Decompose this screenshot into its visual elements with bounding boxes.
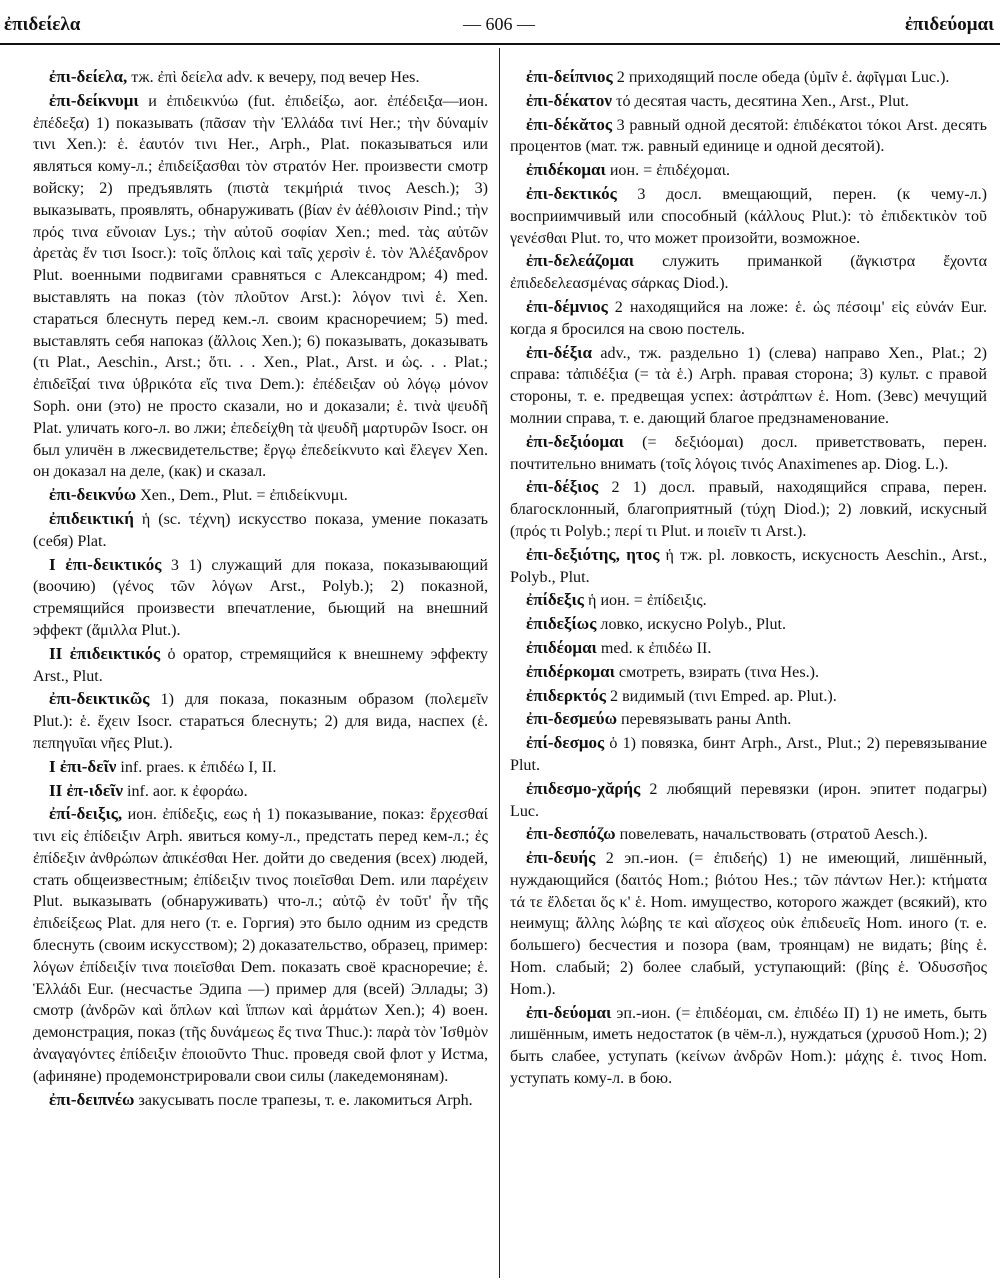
dictionary-entry bbox=[33, 688, 488, 754]
entry-headword: ἐπι-δεικνύω bbox=[49, 485, 137, 505]
entry-headword: ἐπι-δεξιόομαι bbox=[526, 431, 624, 451]
entry-definition: тж. ἐπὶ δείελα adv. к вечеру, под вечер Hes. bbox=[131, 69, 420, 86]
entry-definition: 2 находящийся на ложе: ἑ. ὡς πέσοιμ' εἰς εὐνάν Eur. когда я бросился на свою постель. bbox=[510, 298, 987, 338]
entry-headword: ἐπί-δειξις, bbox=[49, 804, 123, 824]
dictionary-entry bbox=[510, 544, 987, 589]
entry-headword: ἐπι-δεύομαι bbox=[526, 1002, 612, 1022]
header-rule bbox=[0, 43, 1000, 45]
entry-definition: ὁ оратор, стремящийся к внешнему эффекту Arst., Plut. bbox=[33, 645, 488, 685]
entry-headword: ἐπιδεικτική bbox=[49, 508, 134, 528]
dictionary-entry bbox=[510, 613, 987, 636]
entry-definition: inf. praes. к ἐπιδέω I, II. bbox=[120, 758, 277, 776]
entry-definition: τό десятая часть, десятина Xen., Arst., Plut. bbox=[616, 92, 909, 110]
entry-headword: ἐπι-δευής bbox=[526, 848, 596, 868]
entry-headword: ἐπι-δέξια bbox=[526, 342, 592, 362]
dictionary-entry bbox=[510, 183, 987, 249]
entry-headword: ἐπι-δεσπόζω bbox=[526, 824, 616, 844]
entry-headword: ἐπι-δείκνυμι bbox=[49, 90, 139, 110]
right-column bbox=[510, 66, 987, 1091]
entry-headword: II ἐπιδεικτικός bbox=[49, 643, 161, 663]
entry-definition: 2 приходящий после обеда (ὑμῖν ἑ. ἀφῖγμαι Luc.). bbox=[616, 69, 950, 86]
entry-headword: ἐπιδέκομαι bbox=[526, 160, 606, 180]
dictionary-entry bbox=[510, 431, 987, 476]
entry-definition: ὁ 1) повязка, бинт Arph., Arst., Plut.; 2) перевязывание Plut. bbox=[510, 735, 987, 774]
running-header bbox=[4, 10, 994, 40]
dictionary-entry bbox=[33, 66, 488, 89]
entry-definition: adv., тж. раздельно 1) (слева) направо Xen., Plat.; 2) справа: τἀπιδέξια (= τὰ ἑ.) Arph. правая сторона; 3) культ. с правой стороны, т. е. предвещая успех: ἀστράπτων ἑ. Hom. (Зевс) мечущий молнии справа, т. е. дающий благое предзнаменование. bbox=[510, 344, 987, 427]
dictionary-entry bbox=[510, 296, 987, 341]
dictionary-entry bbox=[510, 589, 987, 612]
entry-definition: 2 эп.-ион. (= ἐπιδεής) 1) не имеющий, лишённый, нуждающийся (δαιτός Hom.; βιότου Hes.; τῶν πάντων Her.): κτήματα τά τε ἔλδεται ὅς κ' ἑ. Hom. имущество, которого жаждет (всякий), кто неимущ; ἄλλης λώβης τε καὶ αἴσχεος οὐκ ἐπιδευεῖς Hom. иного (т. е. большего) бесчестия и позора (вам, троянцам) не видать; βίης ἑ. Hom. слабый; 2) более слабый, уступающий: (βίης ἑ. Ὀδυσσῆος Hom.). bbox=[510, 850, 987, 998]
column-divider bbox=[499, 48, 500, 1278]
entry-headword: ἐπι-δέκᾰτος bbox=[526, 114, 613, 134]
entry-definition: 2 любящий перевязки (ирон. эпитет подагры) Luc. bbox=[510, 780, 987, 820]
entry-definition: ловко, искусно Polyb., Plut. bbox=[600, 616, 787, 634]
entry-definition: 3 равный одной десятой: ἐπιδέκατοι τόκοι Arst. десять процентов (мат. тж. равный единице и одной десятой). bbox=[510, 116, 987, 156]
dictionary-entry bbox=[33, 484, 488, 507]
dictionary-entry bbox=[510, 637, 987, 660]
dictionary-entry bbox=[510, 66, 987, 89]
entry-headword: ἐπι-δέξιος bbox=[526, 477, 599, 497]
entry-headword: ἐπι-δειπνέω bbox=[49, 1089, 135, 1109]
entry-headword: ἐπι-δεκτικός bbox=[526, 183, 617, 203]
entry-definition: ἡ ион. = ἐπίδειξις. bbox=[588, 592, 707, 610]
dictionary-entry bbox=[510, 661, 987, 684]
entry-headword: I ἐπι-δεικτικός bbox=[49, 554, 162, 574]
entry-definition: ἡ (sc. τέχνη) искусство показа, умение показать (себя) Plat. bbox=[33, 510, 488, 550]
dictionary-entry bbox=[510, 685, 987, 708]
entry-headword: ἐπι-δεσμεύω bbox=[526, 709, 617, 729]
dictionary-entry bbox=[33, 643, 488, 688]
entry-definition: служить приманкой (ἄγκιστρα ἔχοντα ἐπιδεδελεασμένας σάρκας Diod.). bbox=[510, 253, 987, 293]
entry-headword: II ἐπ-ιδεῖν bbox=[49, 780, 123, 800]
entry-definition: (= δεξιόομαι) досл. приветствовать, перен. почтительно внимать (τοῖς λόγοις τινός Anaximenes ap. Diog. L.). bbox=[510, 433, 987, 473]
entry-definition: смотреть, взирать (τινα Hes.). bbox=[618, 663, 819, 681]
dictionary-entry bbox=[510, 778, 987, 823]
entry-definition: 1) для показа, показным образом (πολεμεῖν Plut.): ἑ. ἔχειν Isocr. стараться блеснуть; 2) для вида, наспех (ἑ. πεπηγυῖαι νῆες Plut.). bbox=[33, 691, 488, 752]
dictionary-entry bbox=[510, 90, 987, 113]
entry-headword: ἐπι-δείπνιος bbox=[526, 67, 613, 86]
entry-headword: ἐπιδερκτός bbox=[526, 685, 606, 705]
header-last-word: ἐπιδεύομαι bbox=[904, 14, 994, 35]
entry-definition: inf. aor. к ἐφοράω. bbox=[126, 782, 248, 800]
entry-headword: ἐπιδεσμο-χᾰρής bbox=[526, 778, 641, 798]
entry-headword: ἐπί-δεσμος bbox=[526, 733, 605, 753]
dictionary-entry bbox=[510, 342, 987, 430]
dictionary-entry bbox=[33, 90, 488, 483]
dictionary-entry bbox=[510, 159, 987, 182]
entry-definition: ион. ἐπίδεξις, εως ἡ 1) показывание, показ: ἔρχεσθαί τινι εἰς ἐπίδειξιν Arph. явиться кому-л., предстать перед кем-л.; ἐς ἐπίδεξιν ἀνθρώπων ἀπικέσθαι Her. дойти до сведения (всех) людей, стать общеизвестным; ἐπίδειξιν τινος ποιεῖσθαι Dem. или παρέχειν Plut. выказывать (обнаруживать) что-л.; αὐτῷ ἐν τοῦτ' ἦν τῆς ἐπιδείξεως Plat. для него (т. е. Горгия) это было одним из средств блеснуть (своим искусством); 2) доказательство, образец, пример: λόγων ἐπίδειξίν τινα ποιεῖσθαι Dem. показать своё красноречие; ἑ. Ἑλλάδι Eur. (несчастье Эдипа —) пример для (всей) Эллады; 3) смотр (ἀνδρῶν καὶ ὅπλων καὶ ἵππων καὶ ἁρμάτων Xen.); 4) воен. демонстрация, показ (τῆς δυνάμεως ἔς τινα Thuc.): παρὰ τὸν Ἰσθμὸν ἀναγαγόντες ἐπίδειξιν ἐποιοῦντο Thuc. проведя свой флот у Истма, (афиняне) продемонстрировали свои силы (лакедемонянам). bbox=[33, 806, 488, 1085]
dictionary-entry bbox=[510, 732, 987, 777]
entry-headword: ἐπι-δείελα, bbox=[49, 67, 128, 86]
dictionary-entry bbox=[33, 803, 488, 1087]
entry-headword: ἐπι-δεικτικῶς bbox=[49, 689, 150, 709]
header-first-word: ἐπιδείελα bbox=[4, 14, 81, 35]
dictionary-entry bbox=[510, 476, 987, 542]
dictionary-entry bbox=[510, 250, 987, 295]
entry-definition: закусывать после трапезы, т. е. лакомиться Arph. bbox=[138, 1091, 473, 1109]
entry-headword: ἐπίδεξις bbox=[526, 590, 584, 610]
dictionary-entry bbox=[510, 1002, 987, 1090]
entry-headword: ἐπιδέομαι bbox=[526, 637, 597, 657]
entry-definition: Xen., Dem., Plut. = ἐπιδείκνυμι. bbox=[140, 487, 348, 505]
entry-definition: повелевать, начальствовать (στρατοῦ Aesch.). bbox=[619, 826, 928, 844]
entry-definition: ион. = ἐπιδέχομαι. bbox=[609, 162, 731, 180]
entry-headword: I ἐπι-δεῖν bbox=[49, 756, 117, 776]
dictionary-entry bbox=[33, 508, 488, 553]
entry-headword: ἐπι-δέκατον bbox=[526, 90, 612, 110]
dictionary-entry bbox=[510, 708, 987, 731]
entry-headword: ἐπι-δεξιότης, ητος bbox=[526, 544, 660, 564]
entry-definition: med. к ἐπιδέω II. bbox=[600, 639, 712, 657]
dictionary-entry bbox=[33, 1089, 488, 1112]
dictionary-entry bbox=[33, 554, 488, 642]
entry-definition: перевязывать раны Anth. bbox=[621, 711, 792, 729]
entry-definition: 2 1) досл. правый, находящийся справа, перен. благосклонный, благоприятный (τύχη Diod.); 2) ловкий, искусный (πρός τι Polyb.; περί τι Plut. и ποιεῖν τι Arst.). bbox=[510, 479, 987, 540]
dictionary-entry bbox=[510, 114, 987, 159]
entry-definition: эп.-ион. (= ἐπιδέομαι, см. ἐπιδέω II) 1) не иметь, быть лишённым, иметь недостаток (в чём-л.), нуждаться (χρυσοῦ Hom.); 2) быть слабее, уступать (κείνων ἀνδρῶν Hom.): μάχης ἑ. τινος Hom. уступать кому-л. в бою. bbox=[510, 1004, 987, 1088]
entry-definition: 3 досл. вмещающий, перен. (к чему-л.) восприимчивый или способный (κάλλους Plut.): τὸ ἐπιδεκτικὸν τοῦ γενέσθαι Plut. то, что может произойти, возможное. bbox=[510, 185, 987, 247]
entry-headword: ἐπιδεξίως bbox=[526, 614, 597, 634]
entry-definition: и ἐπιδεικνύω (fut. ἐπιδείξω, aor. ἐπέδειξα—ион. ἐπέδεξα) 1) показывать (πᾶσαν τὴν Ἑλλάδα τινί Her.; τὴν δύναμίν τινι Xen.): ἑ. ἑαυτόν τινι Her., Arph., Plat. показываться или являться кому-л.; ἐπιδείξασθαι τὸν στρατόν Her. произвести смотр войску; 2) предъявлять (πιστὰ τεκμήριά τινος Aesch.); 3) выказывать, проявлять, обнаруживать (βίαν ἐν ἀέθλοισιν Pind.; τὴν πρός τινα εὔνοιαν Lys.; τὴν αὐτοῦ σοφίαν Xen.; med. τὰς αὐτῶν ἀρετὰς ἔν τισι Isocr.): τοῖς ὅπλοις καὶ ταῖς χερσὶν ἑ. τὸν Ἀλέξανδρον Plut. военными подвигами сравняться с Александром; 4) med. выставлять на показ (τὸν πλοῦτον Arst.): λόγον τινὶ ἑ. Xen. стараться блеснуть перед кем.-л. своим красноречием; 5) med. выставлять себя напоказ (ἄλλοις Xen.); 6) показывать, доказывать (τι Plat., Aeschin., Arst.; ὅτι. . . Xen., Plat., Arst. и ὡς. . . Plat.; ἐπιδεῖξαί τινα ὑβρικότα εἴς τινα Dem.): ἐπέδειξαν οὐ λόγῳ μόνον Soph. они (это) не просто сказали, но и доказали; ἑ. τινὰ ψευδῆ Plat. уличать кого-л. во лжи; ἐπεδείχθη τὰ ψευδῆ μαρτυρῶν Isocr. он был уличён в лжесвидетельстве; ἔργῳ ἐπεδείκνυτο καὶ ἔλεγεν Xen. он доказал на деле, (как) и сказал. bbox=[33, 92, 488, 481]
page-number: — 606 — bbox=[463, 14, 535, 34]
entry-definition: ἡ тж. pl. ловкость, искусность Aeschin., Arst., Polyb., Plut. bbox=[510, 546, 987, 586]
entry-definition: 2 видимый (τινι Emped. ap. Plut.). bbox=[610, 687, 837, 705]
left-column bbox=[33, 66, 488, 1112]
entry-headword: ἐπι-δελεάζομαι bbox=[526, 251, 635, 271]
dictionary-entry bbox=[510, 823, 987, 846]
dictionary-entry bbox=[510, 847, 987, 1001]
entry-headword: ἐπι-δέμνιος bbox=[526, 296, 608, 316]
dictionary-entry bbox=[33, 756, 488, 779]
dictionary-entry bbox=[33, 780, 488, 803]
entry-headword: ἐπιδέρκομαι bbox=[526, 661, 615, 681]
entry-definition: 3 1) служащий для показа, показывающий (воочию) (γένος τῶν λόγων Arst., Polyb.); 2) показной, стремящийся произвести впечатление, бьющий на внешний эффект (ἅμιλλα Plut.). bbox=[33, 556, 489, 639]
